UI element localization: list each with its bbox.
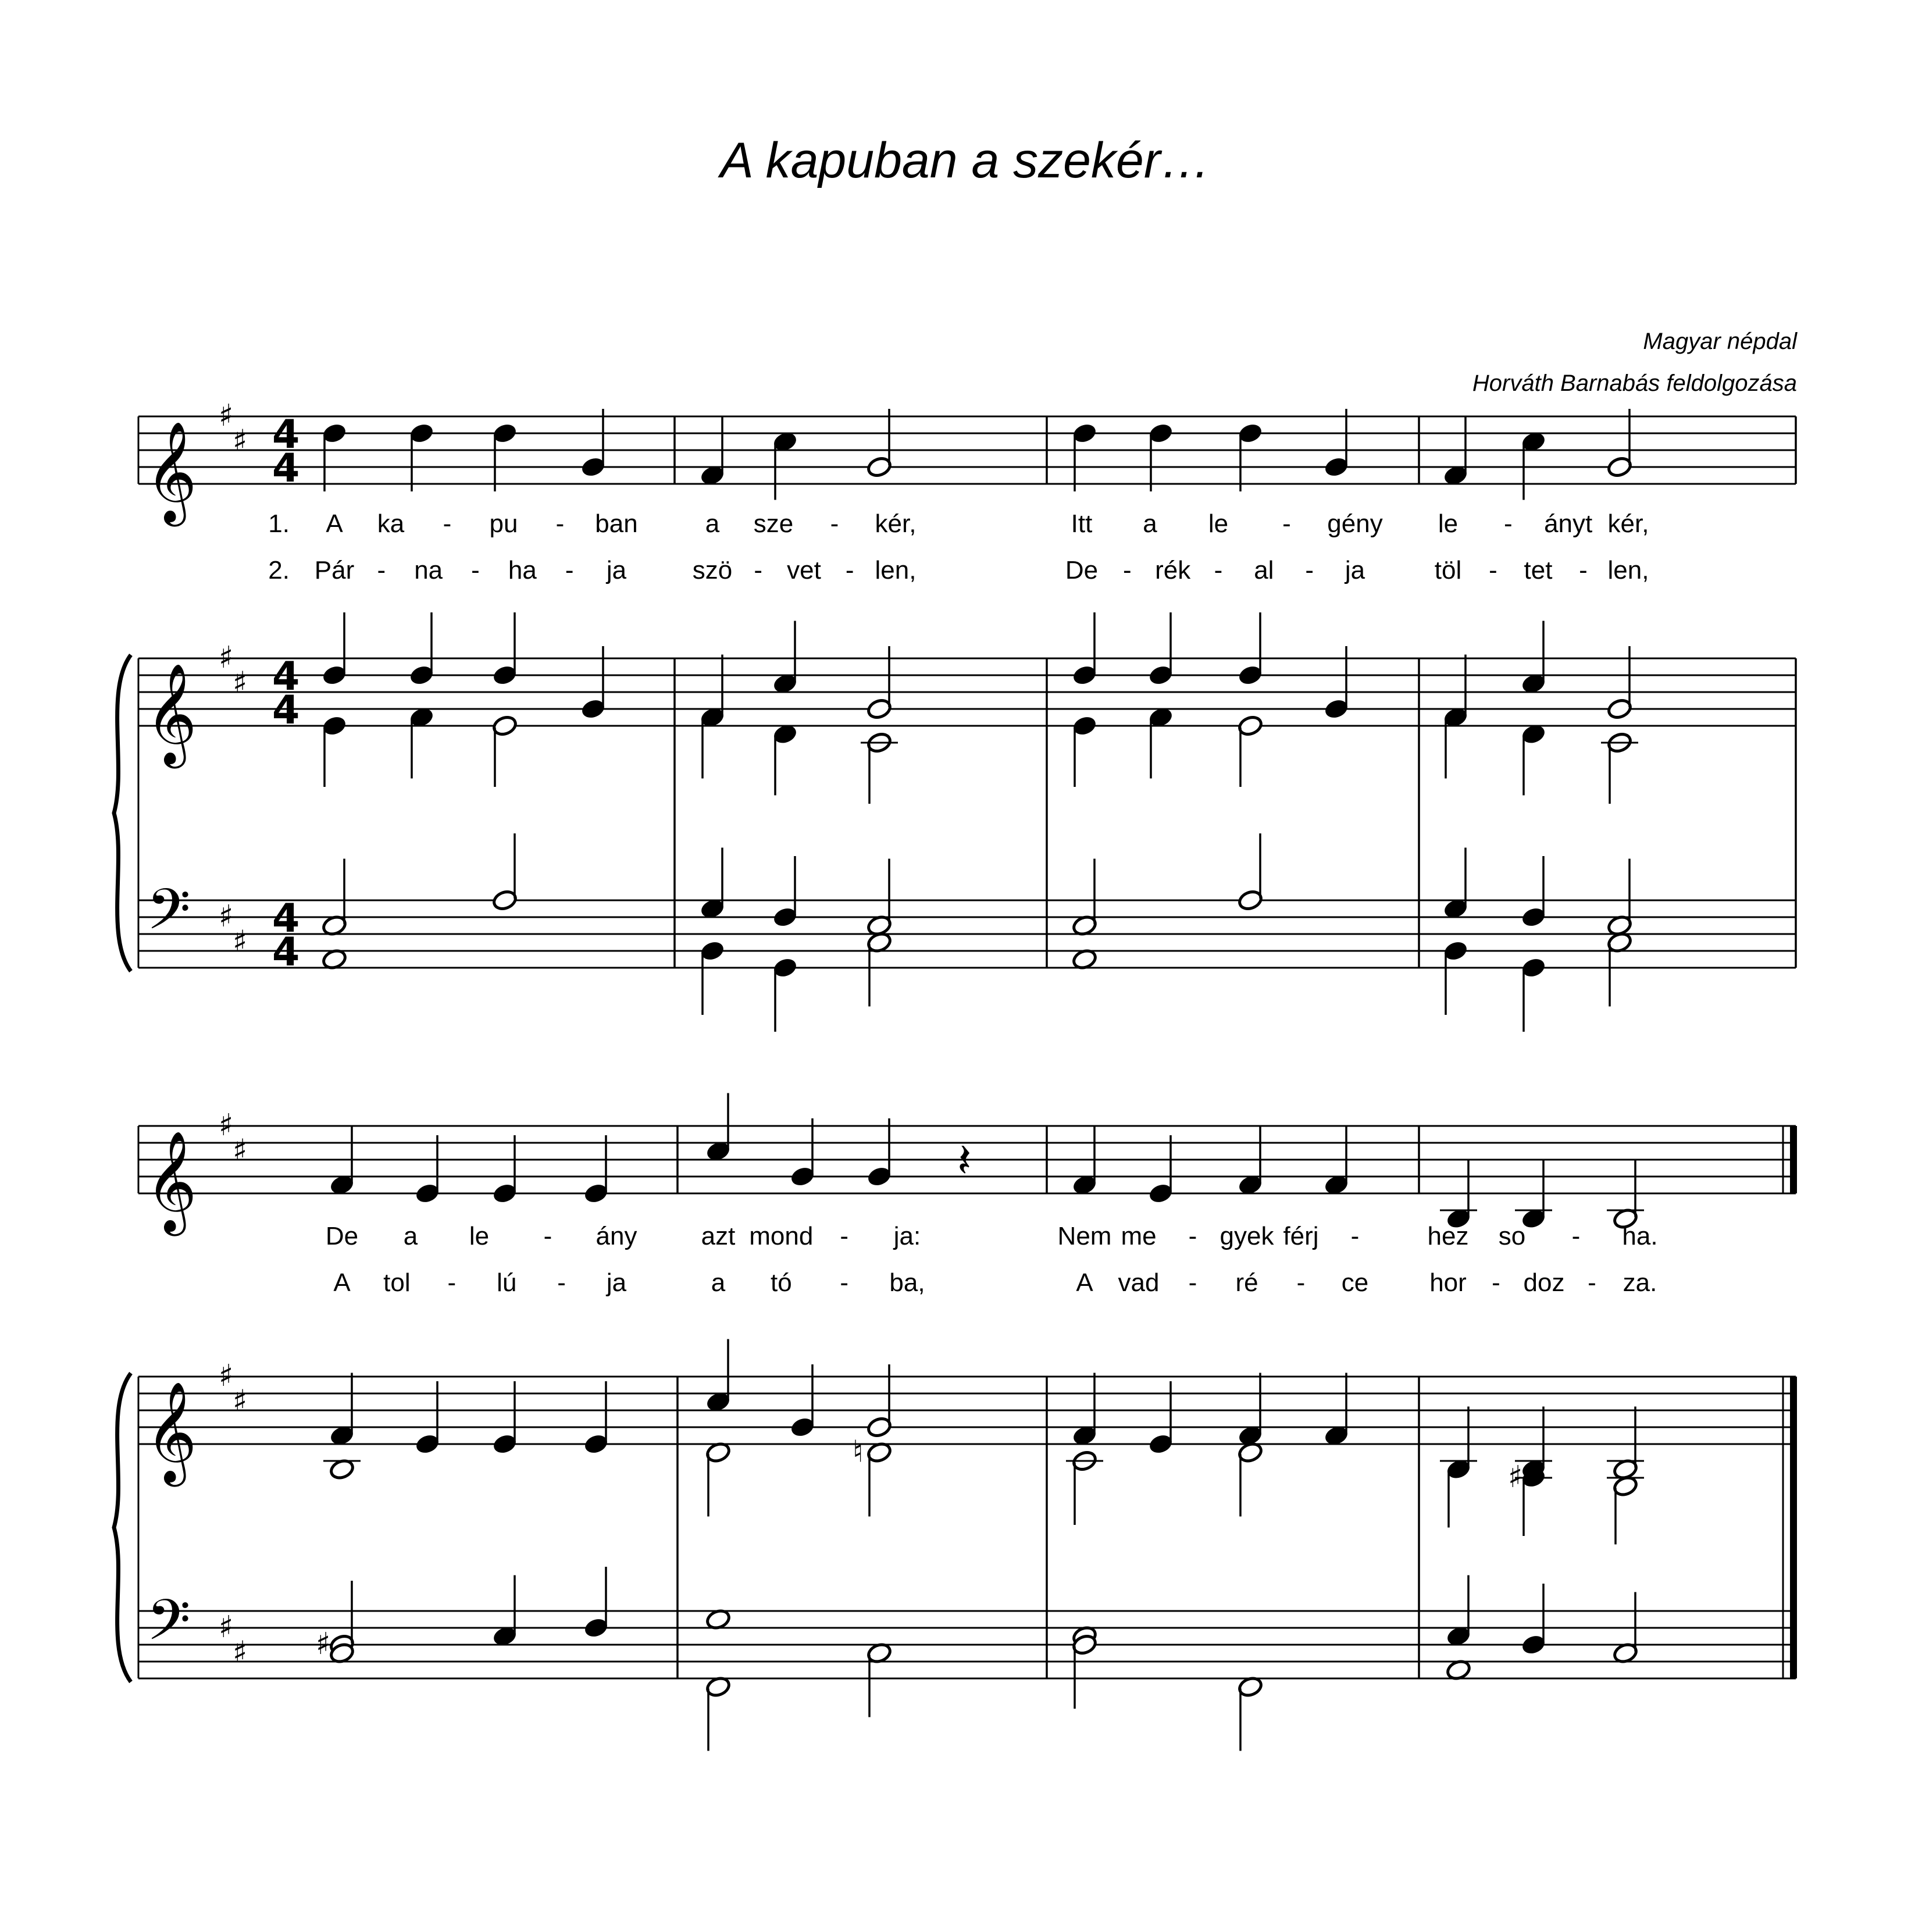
time-sig-numerator: 4 [272,412,300,458]
lyric-syllable: doz [1523,1268,1565,1297]
lyric-hyphen: - [840,1222,848,1250]
key-sharp-icon: ♯ [233,1635,248,1670]
lyric-hyphen: - [1350,1222,1360,1250]
sharp-icon: ♯ [316,1627,331,1662]
lyric-hyphen: - [471,556,480,584]
lyric-syllable: De [325,1222,359,1250]
lyric-syllable: hor [1429,1268,1467,1297]
lyric-hyphen: - [447,1268,457,1297]
lyric-hyphen: - [830,509,839,538]
time-sig-numerator: 4 [272,896,300,942]
lyric-syllable: De [1065,556,1099,584]
lyric-syllable: pu [489,509,518,538]
lyric-syllable: lú [497,1268,517,1297]
lyric-hyphen: - [1305,556,1314,584]
lyric-syllable: ha [508,556,537,584]
key-sharp-icon: ♯ [219,1108,234,1143]
lyric-syllable: ja [1345,556,1365,584]
piano-brace [114,655,131,971]
lyric-syllable: ja [606,556,627,584]
lyric-syllable: le [1208,509,1229,538]
lyric-syllable: szö [692,556,733,584]
lyric-syllable: A [1076,1268,1093,1297]
lyric-syllable: azt [701,1222,736,1250]
lyric-syllable: ányt [1544,509,1593,538]
key-sharp-icon: ♯ [219,1359,234,1393]
lyric-syllable: gény [1327,509,1383,538]
lyric-hyphen: - [557,1268,566,1297]
song-title: A kapuban a szekér… [720,133,1211,188]
quarter-rest-icon: 𝄽 [957,1133,972,1188]
key-sharp-icon: ♯ [219,640,234,675]
treble-clef-icon: 𝄞 [145,421,197,522]
lyric-syllable: ce [1341,1268,1369,1297]
final-barline [1790,1126,1797,1193]
lyric-syllable: le [1438,509,1459,538]
lyric-hyphen: - [845,556,854,584]
lyric-syllable: a [705,509,720,538]
key-sharp-icon: ♯ [219,899,234,934]
lyric-syllable: gyek [1219,1222,1274,1250]
lyric-syllable: sze [753,509,794,538]
key-sharp-icon: ♯ [233,665,248,701]
treble-clef-icon: 𝄞 [145,663,197,764]
lyric-hyphen: - [565,556,574,584]
lyric-hyphen: - [1571,1222,1581,1250]
lyric-syllable: kér, [875,509,917,538]
lyric-syllable: hez [1427,1222,1469,1250]
treble-clef-icon: 𝄞 [145,1131,197,1232]
lyric-hyphen: - [1579,556,1588,584]
lyric-syllable: A [326,509,343,538]
key-sharp-icon: ♯ [219,398,234,433]
lyric-syllable: mond [749,1222,814,1250]
time-sig-denominator: 4 [272,687,300,733]
key-sharp-icon: ♯ [233,1133,248,1168]
lyric-syllable: a [403,1222,418,1250]
lyric-syllable: tó [770,1268,792,1297]
lyric-syllable: Itt [1071,509,1093,538]
time-sig-numerator: 4 [272,654,300,700]
lyric-syllable: ba, [889,1268,925,1297]
lyric-hyphen: - [1123,556,1132,584]
lyric-hyphen: - [1504,509,1513,538]
lyric-syllable: ja: [893,1222,921,1250]
lyric-hyphen: - [555,509,565,538]
time-sig-denominator: 4 [272,445,300,491]
lyric-syllable: ka [377,509,405,538]
lyric-syllable: le [469,1222,490,1250]
lyric-syllable: tet [1524,556,1553,584]
lyric-hyphen: - [443,509,452,538]
lyric-syllable: al [1254,556,1274,584]
lyric-syllable: ban [595,509,638,538]
lyric-syllable: len, [875,556,917,584]
key-sharp-icon: ♯ [219,1610,234,1645]
lyric-syllable: za. [1623,1268,1657,1297]
lyric-syllable: a [711,1268,726,1297]
lyric-syllable: rék [1155,556,1191,584]
lyric-syllable: kér, [1607,509,1649,538]
lyric-syllable: ha. [1622,1222,1658,1250]
lyric-syllable: A [333,1268,351,1297]
verse-number: 1. [268,509,290,538]
lyric-syllable: Nem [1057,1222,1112,1250]
lyric-syllable: vet [787,556,821,584]
key-sharp-icon: ♯ [233,423,248,459]
lyric-hyphen: - [1492,1268,1500,1297]
lyric-syllable: Pár [314,556,355,584]
lyric-syllable: tol [383,1268,411,1297]
lyric-syllable: ré [1235,1268,1258,1297]
music-notation [114,398,1797,1751]
lyric-syllable: len, [1607,556,1649,584]
lyric-syllable: a [1143,509,1157,538]
lyric-hyphen: - [377,556,386,584]
verse-number: 2. [268,556,290,584]
bass-clef-icon: 𝄢 [147,1587,191,1667]
lyric-hyphen: - [840,1268,848,1297]
lyric-syllable: so [1498,1222,1526,1250]
final-barline [1790,1377,1797,1678]
lyric-syllable: ja [606,1268,627,1297]
lyric-syllable: férj [1283,1222,1319,1250]
lyric-hyphen: - [1588,1268,1596,1297]
natural-icon: ♮ [853,1434,864,1470]
lyric-hyphen: - [1214,556,1223,584]
key-sharp-icon: ♯ [233,924,248,960]
treble-clef-icon: 𝄞 [145,1381,197,1482]
lyric-syllable: töl [1434,556,1462,584]
lyric-syllable: ány [596,1222,637,1250]
lyric-syllable: na [414,556,443,584]
bass-clef-icon: 𝄢 [147,876,191,956]
arranger-credit: Horváth Barnabás feldolgozása [1472,370,1797,396]
lyric-hyphen: - [1489,556,1497,584]
lyric-hyphen: - [754,556,763,584]
lyric-syllable: me [1121,1222,1157,1250]
time-sig-denominator: 4 [272,929,300,975]
lyric-hyphen: - [1296,1268,1306,1297]
lyric-hyphen: - [1282,509,1291,538]
origin-credit: Magyar népdal [1643,329,1797,354]
piano-brace [114,1373,131,1682]
key-sharp-icon: ♯ [233,1384,248,1419]
lyric-hyphen: - [1188,1268,1197,1297]
lyric-hyphen: - [1188,1222,1197,1250]
lyric-syllable: vad [1118,1268,1160,1297]
lyric-hyphen: - [543,1222,552,1250]
sharp-icon: ♯ [1508,1460,1523,1495]
